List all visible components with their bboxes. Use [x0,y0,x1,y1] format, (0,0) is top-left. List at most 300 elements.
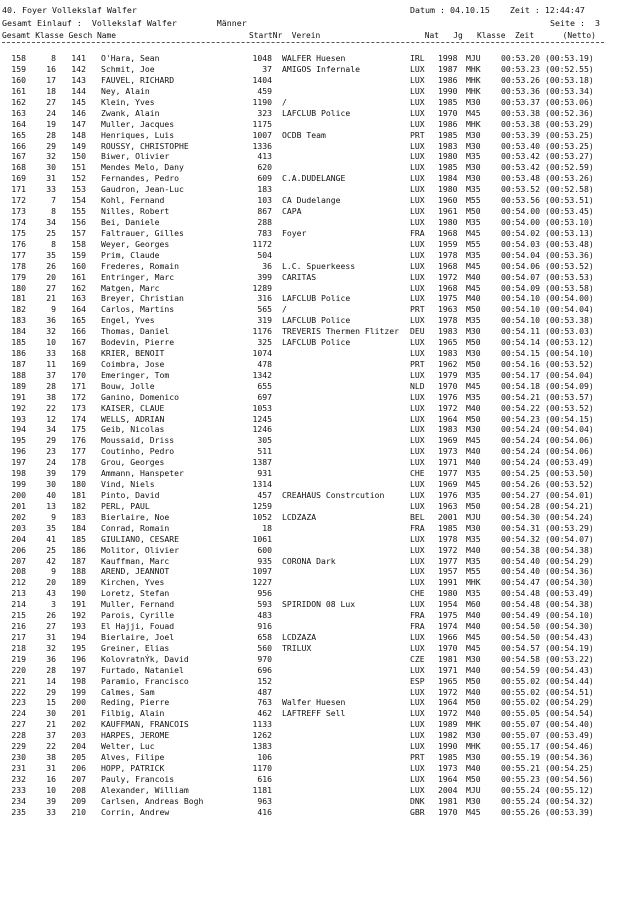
runner-name: Parois, Cyrille [101,610,175,621]
table-row [0,217,638,228]
start-number: 1097 [252,566,272,577]
table-row [0,381,638,392]
club: CARITAS [282,271,317,282]
overall-place: 215 [11,610,26,621]
net-time: (00:53.57) [545,391,594,402]
age-class: M50 [466,773,481,784]
gender-place: 147 [71,118,86,129]
birth-year: 1977 [438,555,458,566]
net-time: (00:54.36) [545,752,594,763]
class-place: 29 [46,435,56,446]
birth-year: 1979 [438,369,458,380]
birth-year: 1975 [438,293,458,304]
overall-place: 235 [11,806,26,817]
start-number: 1262 [252,730,272,741]
net-time: (00:54.04) [545,424,594,435]
gender-place: 173 [71,402,86,413]
gender-place: 198 [71,675,86,686]
birth-year: 1986 [438,75,458,86]
age-class: M40 [466,621,481,632]
nation: LUX [410,566,425,577]
runner-name: Alves, Filipe [101,752,165,763]
nation: ESP [410,675,425,686]
gender-place: 210 [71,806,86,817]
net-time: (00:54.07) [545,533,594,544]
club: LAFCLUB Police [282,107,351,118]
age-class: M30 [466,795,481,806]
runner-name: Reding, Pierre [101,697,170,708]
table-row [0,119,638,130]
net-time: (00:54.21) [545,500,594,511]
table-row [0,326,638,337]
birth-year: 1975 [438,610,458,621]
birth-year: 1990 [438,741,458,752]
nation: LUX [410,348,425,359]
nation: LUX [410,402,425,413]
nation: LUX [410,315,425,326]
gender-place: 146 [71,107,86,118]
age-class: M35 [466,315,481,326]
gender-place: 188 [71,566,86,577]
gender-place: 207 [71,773,86,784]
overall-place: 224 [11,708,26,719]
nation: LUX [410,238,425,249]
club: / [282,96,287,107]
overall-place: 192 [11,402,26,413]
overall-place: 206 [11,544,26,555]
gender-place: 196 [71,653,86,664]
table-row [0,708,638,719]
nation: LUX [410,337,425,348]
net-time: (00:54.43) [545,664,594,675]
start-number: 323 [257,107,272,118]
age-class: M45 [466,282,481,293]
age-class: M45 [466,642,481,653]
birth-year: 1968 [438,282,458,293]
age-class: M45 [466,380,481,391]
overall-place: 208 [11,566,26,577]
nation: LUX [410,697,425,708]
club: OCDB Team [282,129,326,140]
class-place: 31 [46,763,56,773]
gender-place: 159 [71,249,86,260]
start-number: 600 [257,544,272,555]
class-place: 31 [46,631,56,642]
nation: LUX [410,577,425,588]
gun-time: 00:53.56 [501,195,540,206]
age-class: M55 [466,195,481,206]
club: CORONA Dark [282,555,336,566]
runner-name: Greiner, Elias [101,642,170,653]
start-number: 462 [257,708,272,719]
net-time: (00:53.52) [545,402,594,413]
nation: CHE [410,468,425,479]
birth-year: 1980 [438,588,458,599]
overall-place: 178 [11,260,26,271]
gender-place: 203 [71,730,86,741]
net-time: (00:53.25) [545,129,594,140]
birth-year: 1980 [438,184,458,195]
gun-time: 00:53.42 [501,151,540,162]
runner-name: GIULIANO, CESARE [101,533,179,544]
start-number: 416 [257,806,272,817]
class-place: 25 [46,544,56,555]
table-row [0,687,638,698]
net-time: (00:53.10) [545,217,594,227]
overall-place: 177 [11,249,26,260]
birth-year: 2001 [438,511,458,522]
class-place: 31 [46,173,56,184]
age-class: M30 [466,140,481,151]
gun-time: 00:55.21 [501,763,540,773]
class-place: 19 [46,118,56,129]
nation: NLD [410,380,425,391]
start-number: 697 [257,391,272,402]
class-place: 27 [46,96,56,107]
nation: LUX [410,708,425,719]
age-class: M35 [466,151,481,162]
gender-place: 170 [71,369,86,380]
age-class: MHK [466,741,481,752]
nation: CZE [410,653,425,664]
gender-place: 182 [71,500,86,511]
class-place: 38 [46,391,56,402]
gender-place: 151 [71,162,86,173]
table-row [0,599,638,610]
gun-time: 00:54.50 [501,621,540,632]
nation: LUX [410,271,425,282]
overall-place: 180 [11,282,26,293]
gender-place: 152 [71,173,86,184]
class-place: 16 [46,64,56,75]
gender-place: 195 [71,642,86,653]
club: LCDZAZA [282,511,317,522]
gun-time: 00:55.24 [501,795,540,806]
gun-time: 00:53.39 [501,129,540,140]
nation: LUX [410,490,425,500]
net-time: (00:53.49) [545,457,594,468]
gun-time: 00:53.36 [501,85,540,96]
start-number: 655 [257,380,272,391]
nation: LUX [410,75,425,86]
overall-place: 222 [11,686,26,697]
gender-place: 163 [71,293,86,304]
class-place: 17 [46,75,56,86]
net-time: (00:53.38) [545,315,594,326]
nation: LUX [410,763,425,773]
class-place: 13 [46,500,56,511]
age-class: M50 [466,206,481,217]
birth-year: 1965 [438,337,458,348]
gun-time: 00:54.26 [501,479,540,490]
start-number: 1342 [252,369,272,380]
table-row [0,479,638,490]
club: / [282,304,287,315]
table-row [0,130,638,141]
overall-place: 191 [11,391,26,402]
age-class: M55 [466,238,481,249]
start-number: 1175 [252,118,272,129]
net-time: (00:53.29) [545,522,594,533]
age-class: M30 [466,173,481,184]
gun-time: 00:54.32 [501,533,540,544]
start-number: 413 [257,151,272,162]
start-number: 783 [257,227,272,238]
age-class: M35 [466,369,481,380]
gun-time: 00:55.07 [501,719,540,730]
table-row [0,424,638,435]
page-number: Seite : 3 [550,18,600,28]
runner-name: Matgen, Marc [101,282,160,293]
gender-place: 174 [71,413,86,424]
table-row [0,490,638,501]
nation: FRA [410,610,425,621]
gun-time: 00:54.24 [501,446,540,457]
runner-name: Ammann, Hanspeter [101,468,184,479]
net-time: (00:53.58) [545,282,594,293]
class-place: 7 [51,195,56,206]
overall-place: 163 [11,107,26,118]
net-time: (00:54.25) [545,763,594,773]
club: LCDZAZA [282,631,317,642]
net-time: (00:54.00) [545,293,594,304]
header-divider [2,42,604,43]
gun-time: 00:55.02 [501,686,540,697]
runner-name: Gaudron, Jean-Luc [101,184,184,195]
table-row [0,315,638,326]
runner-name: Filbig, Alain [101,708,165,719]
gender-place: 197 [71,664,86,675]
table-row [0,293,638,304]
club: CAPA [282,206,302,217]
table-row [0,435,638,446]
start-number: 1133 [252,719,272,730]
net-time: (00:52.55) [545,64,594,75]
class-place: 8 [51,206,56,217]
age-class: M40 [466,544,481,555]
start-number: 1246 [252,424,272,435]
nation: LUX [410,479,425,490]
gender-place: 164 [71,304,86,315]
gun-time: 00:54.50 [501,631,540,642]
nation: LUX [410,162,425,173]
club: CREAHAUS Constrcution [282,490,385,500]
age-class: M40 [466,446,481,457]
nation: LUX [410,173,425,184]
club: Foyer [282,227,307,238]
gender-place: 179 [71,468,86,479]
class-place: 32 [46,642,56,653]
start-number: 560 [257,642,272,653]
birth-year: 1964 [438,773,458,784]
nation: LUX [410,293,425,304]
net-time: (00:52.59) [545,162,594,173]
start-number: 763 [257,697,272,708]
net-time: (00:54.51) [545,686,594,697]
overall-place: 158 [11,53,26,64]
runner-name: Zwank, Alain [101,107,160,118]
overall-place: 230 [11,752,26,763]
gun-time: 00:54.40 [501,566,540,577]
runner-name: Faltrauer, Gilles [101,227,184,238]
nation: LUX [410,151,425,162]
nation: LUX [410,413,425,424]
runner-name: Loretz, Stefan [101,588,170,599]
gun-time: 00:54.48 [501,599,540,610]
runner-name: HOPP, PATRICK [101,763,165,773]
gender-place: 155 [71,206,86,217]
runner-name: Thomas, Daniel [101,326,170,337]
nation: DNK [410,795,425,806]
runner-name: Engel, Yves [101,315,155,326]
class-place: 43 [46,588,56,599]
overall-place: 196 [11,446,26,457]
start-number: 867 [257,206,272,217]
gun-time: 00:55.19 [501,752,540,763]
class-place: 30 [46,708,56,719]
nation: LUX [410,544,425,555]
class-place: 38 [46,752,56,763]
overall-place: 220 [11,664,26,675]
gender-place: 154 [71,195,86,206]
nation: PRT [410,129,425,140]
start-number: 106 [257,752,272,763]
birth-year: 1977 [438,468,458,479]
birth-year: 1985 [438,162,458,173]
net-time: (00:54.32) [545,795,594,806]
overall-place: 166 [11,140,26,151]
runner-name: Muller, Fernand [101,599,175,610]
table-row [0,414,638,425]
nation: LUX [410,206,425,217]
club: AMIGOS Infernale [282,64,360,75]
overall-place: 182 [11,304,26,315]
runner-name: Vind, Niels [101,479,155,490]
net-time: (00:53.52) [545,358,594,369]
gun-time: 00:54.48 [501,588,540,599]
net-time: (00:53.27) [545,151,594,162]
club: LAFCLUB Police [282,293,351,304]
nation: FRA [410,522,425,533]
gender-place: 176 [71,435,86,446]
nation: LUX [410,260,425,271]
start-number: 319 [257,315,272,326]
net-time: (00:53.52) [545,260,594,271]
gender-place: 142 [71,64,86,75]
nation: LUX [410,730,425,741]
net-time: (00:53.03) [545,326,594,337]
nation: CHE [410,588,425,599]
start-number: 1061 [252,533,272,544]
runner-name: Breyer, Christian [101,293,184,304]
gun-time: 00:53.37 [501,96,540,107]
birth-year: 1974 [438,621,458,632]
club: WALFER Huesen [282,53,346,64]
start-number: 1227 [252,577,272,588]
table-row [0,730,638,741]
start-number: 616 [257,773,272,784]
class-place: 24 [46,107,56,118]
age-class: MHK [466,719,481,730]
net-time: (00:53.39) [545,806,594,817]
net-time: (00:54.36) [545,566,594,577]
club: LAFCLUB Police [282,315,351,326]
gun-time: 00:54.18 [501,380,540,391]
gender-place: 149 [71,140,86,151]
table-row [0,501,638,512]
gender-place: 204 [71,741,86,752]
overall-place: 204 [11,533,26,544]
runner-name: Mendes Melo, Dany [101,162,184,173]
gender-place: 172 [71,391,86,402]
start-number: 457 [257,490,272,500]
nation: LUX [410,741,425,752]
gender-place: 202 [71,719,86,730]
gender-place: 185 [71,533,86,544]
age-class: M45 [466,435,481,446]
class-place: 27 [46,621,56,632]
start-number: 316 [257,293,272,304]
gender-place: 181 [71,490,86,500]
start-number: 565 [257,304,272,315]
net-time: (00:53.36) [545,249,594,260]
net-time: (00:54.40) [545,719,594,730]
gender-place: 153 [71,184,86,195]
birth-year: 1963 [438,304,458,315]
gun-time: 00:54.09 [501,282,540,293]
age-class: M30 [466,96,481,107]
gun-time: 00:54.28 [501,500,540,511]
age-class: M35 [466,490,481,500]
net-time: (00:54.38) [545,544,594,555]
gun-time: 00:53.38 [501,118,540,129]
gun-time: 00:54.00 [501,217,540,227]
gun-time: 00:54.30 [501,511,540,522]
age-class: MHK [466,577,481,588]
net-time: (00:54.56) [545,773,594,784]
net-time: (00:52.36) [545,107,594,118]
table-row [0,108,638,119]
nation: LUX [410,64,425,75]
class-place: 36 [46,315,56,326]
start-number: 1074 [252,348,272,359]
overall-place: 228 [11,730,26,741]
table-row [0,195,638,206]
table-row [0,250,638,261]
start-number: 1053 [252,402,272,413]
overall-place: 187 [11,358,26,369]
gun-time: 00:53.23 [501,64,540,75]
age-class: M40 [466,402,481,413]
table-row [0,75,638,86]
table-row [0,719,638,730]
overall-place: 201 [11,500,26,511]
gender-place: 177 [71,446,86,457]
birth-year: 1983 [438,140,458,151]
start-number: 511 [257,446,272,457]
table-row [0,261,638,272]
table-row [0,86,638,97]
class-place: 14 [46,675,56,686]
nation: LUX [410,424,425,435]
birth-year: 1980 [438,151,458,162]
overall-place: 198 [11,468,26,479]
gun-time: 00:54.40 [501,555,540,566]
runner-name: Kirchen, Yves [101,577,165,588]
birth-year: 1984 [438,173,458,184]
runner-name: Bierlaire, Joel [101,631,175,642]
age-class: M30 [466,348,481,359]
